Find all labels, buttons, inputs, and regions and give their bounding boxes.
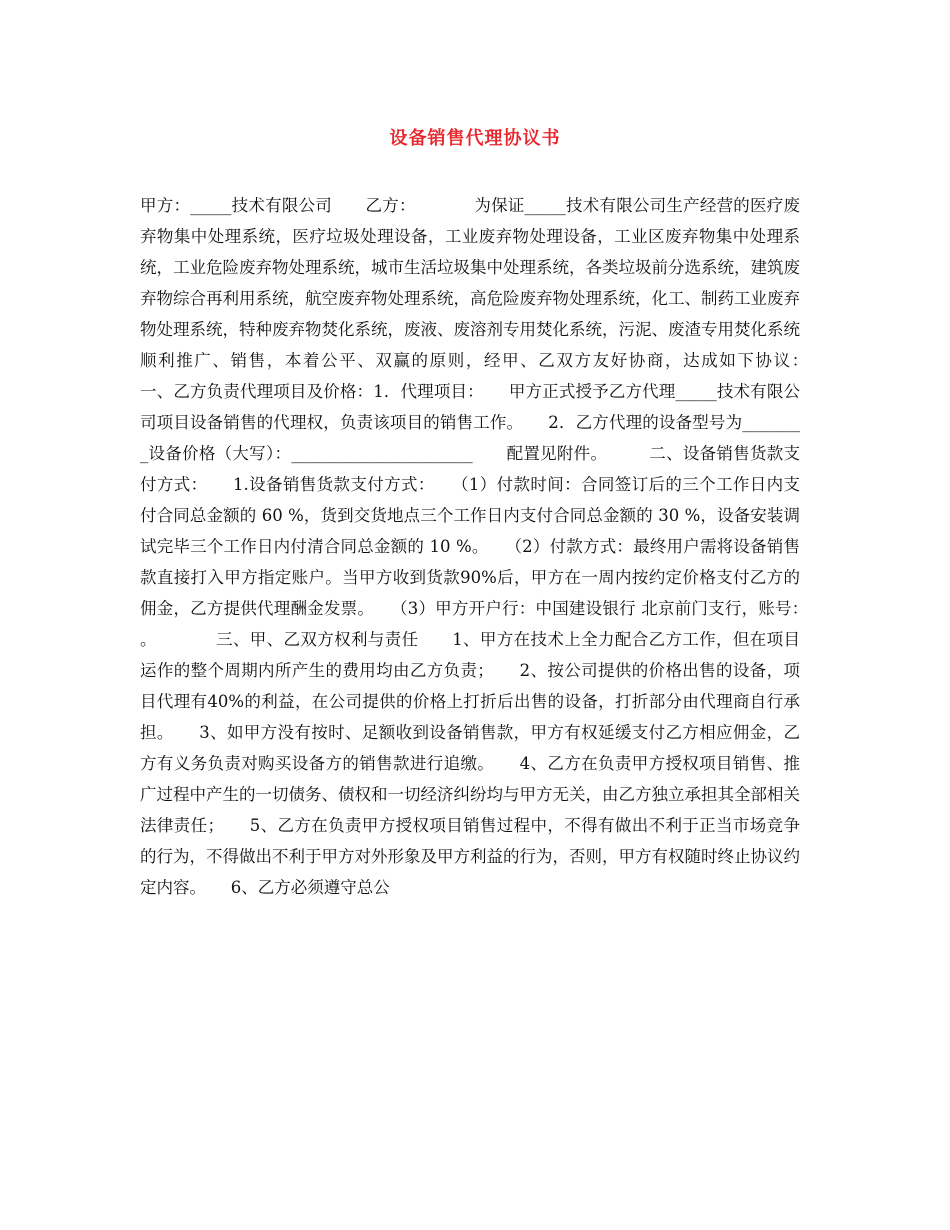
document-title: 设备销售代理协议书 bbox=[389, 128, 561, 149]
agreement-body: 甲方：_____技术有限公司 乙方： 为保证_____技术有限公司生产经营的医疗废弃物集中处理系统，医疗垃圾处理设备，工业废弃物处理设备，工业区废弃物集中处理系统，工业危险废弃物处理系统，城市生活垃圾集中处理系统，各类垃圾前分选系统，建筑废弃物综合再利用系统，航空废弃物处理系统，高危险废弃物处理系统，化工、制药工业废弃物处理系统，特种废弃物焚化系统，废液、废溶剂专用焚化系统，污泥、废渣专用焚化系统顺利推广、销售，本着公平、双赢的原则，经甲、乙双方友好协商，达成如下协议： 一、乙方负责代理项目及价格：1．代理项目： 甲方正式授予乙方代理_____技术有限公司项目设备销售的代理权，负责该项目的销售工作。 2．乙方代理的设备型号为________设备价格（大写）：______________________ 配置见附件。 二、设备销售货款支付方式： 1.设备销售货款支付方式： （1）付款时间：合同签订后的三个工作日内支付合同总金额的 60 %，货到交货地点三个工作日内支付合同总金额的 30 %，设备安装调试完毕三个工作日内付清合同总金额的 10 %。 （2）付款方式：最终用户需将设备销售款直接打入甲方指定账户。当甲方收到货款90%后，甲方在一周内按约定价格支付乙方的佣金，乙方提供代理酬金发票。 （3）甲方开户行：中国建设银行 北京前门支行，账号： 。 三、甲、乙双方权利与责任 1、甲方在技术上全力配合乙方工作，但在项目运作的整个周期内所产生的费用均由乙方负责； 2、按公司提供的价格出售的设备，项目代理有40%的利益，在公司提供的价格上打折后出售的设备，打折部分由代理商自行承担。 3、如甲方没有按时、足额收到设备销售款，甲方有权延缓支付乙方相应佣金，乙方有义务负责对购买设备方的销售款进行追缴。 4、乙方在负责甲方授权项目销售、推广过程中产生的一切债务、债权和一切经济纠纷均与甲方无关，由乙方独立承担其全部相关法律责任； 5、乙方在负责甲方授权项目销售过程中，不得有做出不利于正当市场竞争的行为，不得做出不利于甲方对外形象及甲方利益的行为，否则，甲方有权随时终止协议约定内容。 6、乙方必须遵守总公 bbox=[140, 196, 833, 897]
